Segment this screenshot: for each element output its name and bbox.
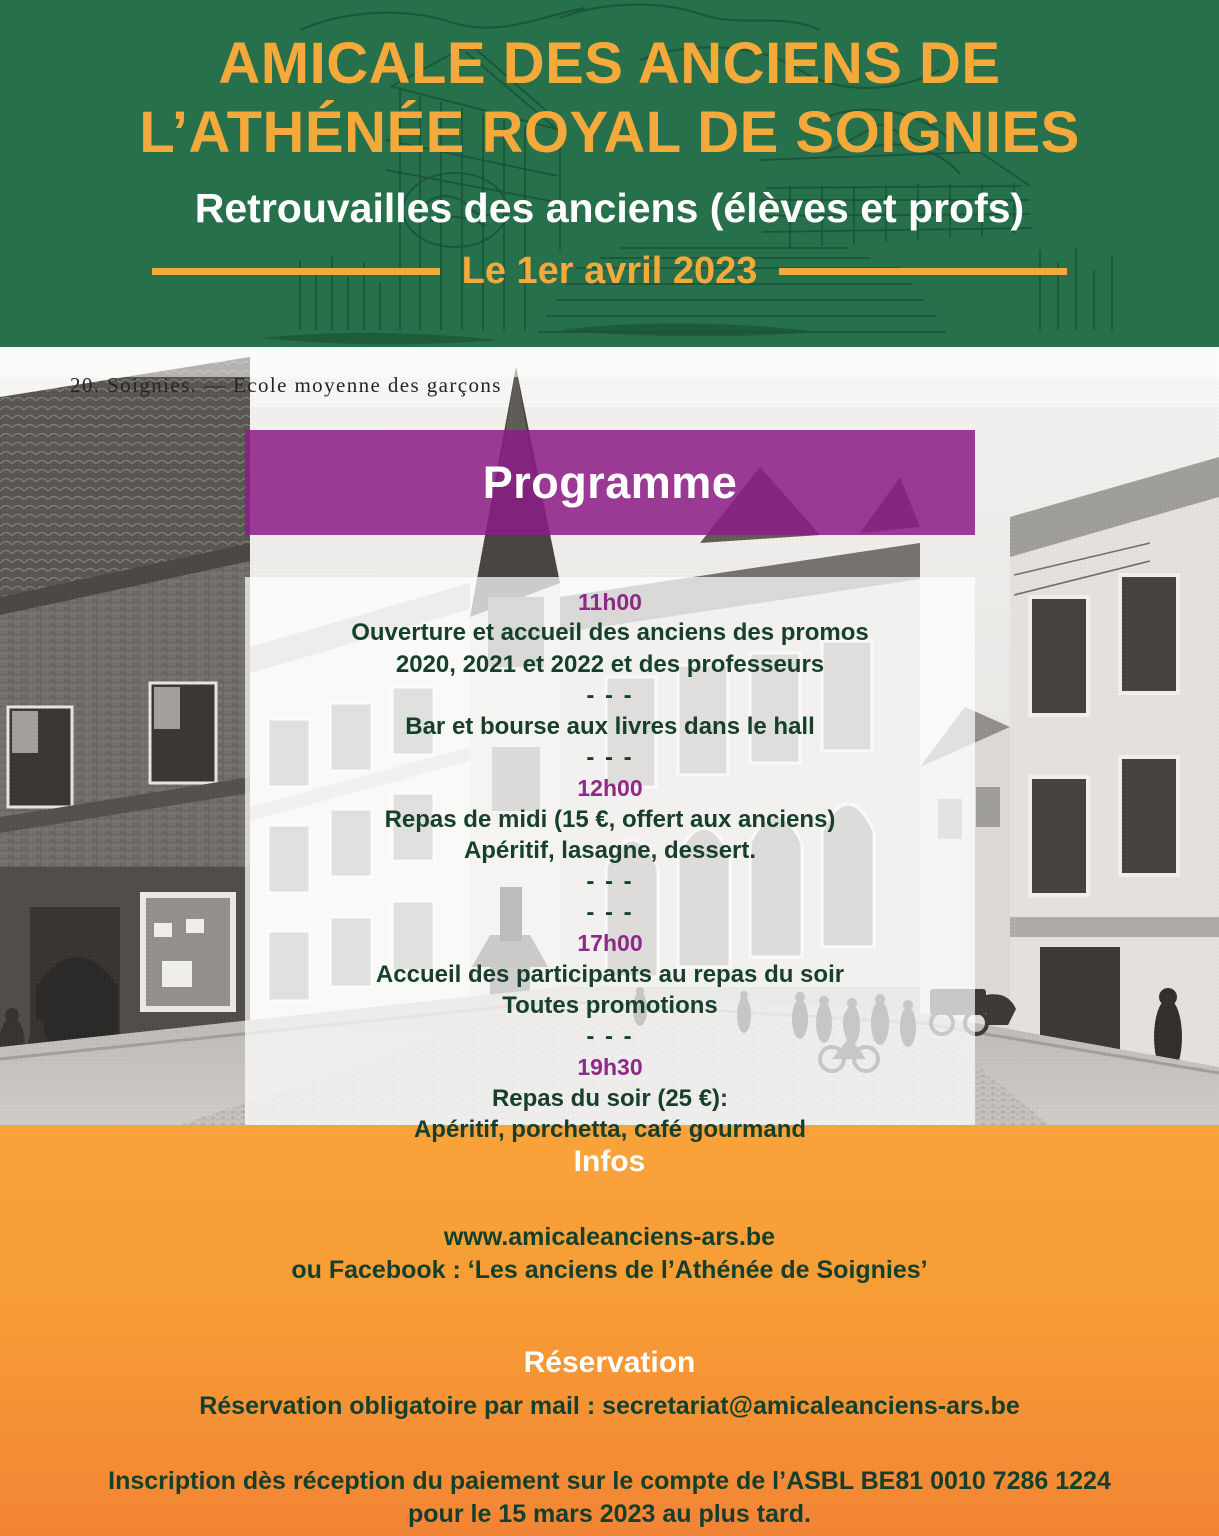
programme-time: 11h00 xyxy=(578,589,642,615)
postcard-caption: 20. Soignies. — Ecole moyenne des garçons xyxy=(70,373,502,397)
date-rule-right xyxy=(779,268,1067,275)
infos-title: Infos xyxy=(573,1145,646,1178)
programme-entry xyxy=(245,1052,975,1145)
infos-contact-block xyxy=(0,1221,1219,1288)
programme-description: 2020, 2021 et 2022 et des professeurs xyxy=(395,650,825,678)
programme-entry xyxy=(245,773,975,866)
postcard-photo-section xyxy=(0,347,1219,1143)
programme-description: Apéritif, porchetta, café gourmand xyxy=(413,1115,807,1143)
programme-description: Ouverture et accueil des anciens des promos xyxy=(351,619,869,647)
programme-separator: - - - xyxy=(586,681,634,709)
programme-separator: - - - xyxy=(586,744,634,772)
programme-description: Repas du soir (25 €): xyxy=(491,1084,729,1112)
website-link[interactable]: www.amicaleanciens-ars.be xyxy=(443,1223,776,1251)
programme-time: 19h30 xyxy=(577,1054,643,1081)
facebook-line[interactable]: ou Facebook : ‘Les anciens de l’Athénée de Soignies’ xyxy=(291,1256,928,1285)
programme-description: Toutes promotions xyxy=(502,991,718,1019)
programme-banner-title: Programme xyxy=(482,456,738,508)
reservation-title: Réservation xyxy=(523,1345,696,1379)
payment-block xyxy=(0,1465,1219,1532)
programme-list xyxy=(245,587,975,1145)
payment-line-1: Inscription dès réception du paiement sur le compte de l’ASBL BE81 0010 7286 1224 xyxy=(108,1466,1111,1495)
poster-date: Le 1er avril 2023 xyxy=(461,250,758,293)
programme-description: Bar et bourse aux livres dans le hall xyxy=(405,712,815,740)
date-rule-left xyxy=(152,268,440,275)
programme-entry xyxy=(245,587,975,680)
programme-separator: - - - xyxy=(586,1023,634,1051)
programme-description: Apéritif, lasagne, dessert. xyxy=(463,836,757,864)
programme-time: 12h00 xyxy=(577,775,643,802)
programme-time: 17h00 xyxy=(577,930,643,957)
poster-footer xyxy=(0,1125,1219,1536)
poster-title-line-2: L’ATHÉNÉE ROYAL DE SOIGNIES xyxy=(139,100,1080,166)
programme-description: Repas de midi (15 €, offert aux anciens) xyxy=(384,805,836,833)
programme-separator: - - - xyxy=(586,899,634,927)
programme-entry xyxy=(245,928,975,1021)
poster-header xyxy=(0,0,1219,347)
poster-subtitle: Retrouvailles des anciens (élèves et profs) xyxy=(194,185,1025,232)
reservation-mail-block xyxy=(0,1390,1219,1423)
poster-title-line-1: AMICALE DES ANCIENS DE xyxy=(218,31,1001,96)
payment-line-2: pour le 15 mars 2023 au plus tard. xyxy=(408,1500,811,1528)
reservation-email-line[interactable]: Réservation obligatoire par mail : secretariat@amicaleanciens-ars.be xyxy=(199,1391,1020,1420)
programme-separator: - - - xyxy=(586,868,634,896)
programme-description: Accueil des participants au repas du soir xyxy=(375,960,845,988)
programme-entry xyxy=(245,711,975,742)
poster-date-row xyxy=(0,250,1219,293)
programme-banner xyxy=(245,430,975,535)
